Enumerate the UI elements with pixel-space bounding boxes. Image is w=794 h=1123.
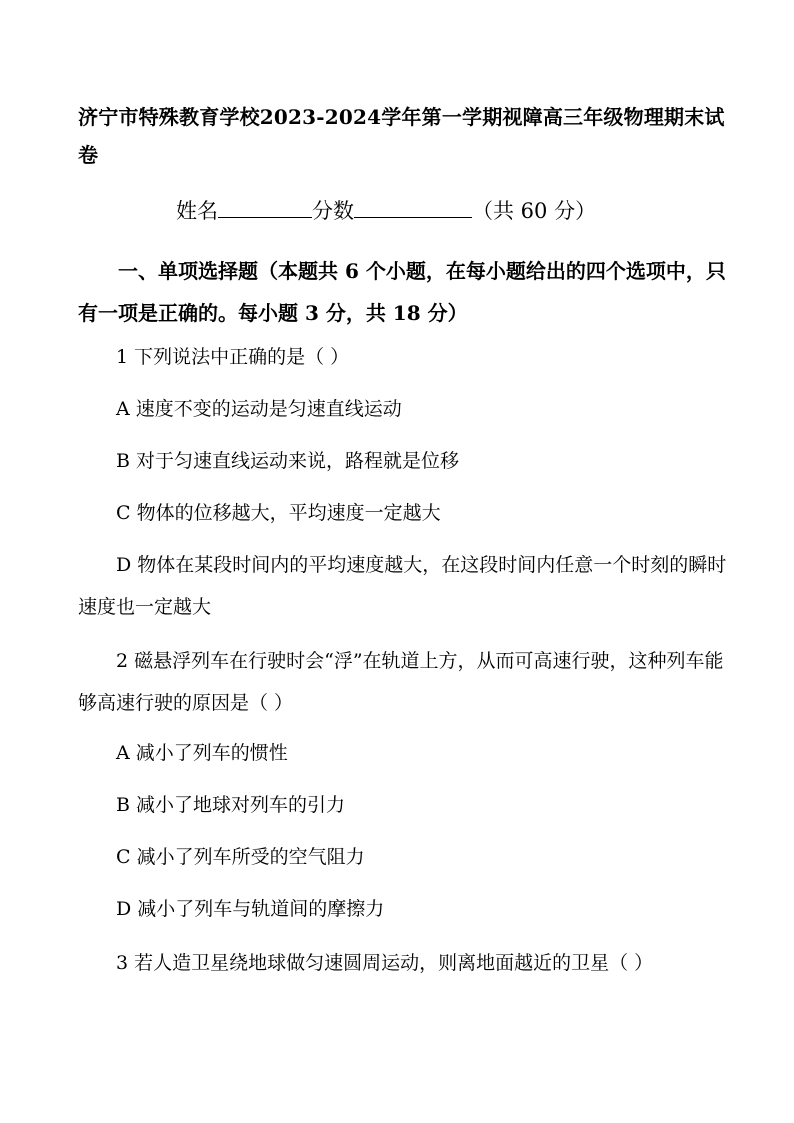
question-option: A 速度不变的运动是匀速直线运动 — [116, 398, 402, 420]
score-blank[interactable] — [354, 197, 472, 218]
question-option: A 减小了列车的惯性 — [116, 742, 288, 764]
question-option: D 减小了列车与轨道间的摩擦力 — [116, 898, 385, 920]
name-blank[interactable] — [218, 197, 312, 218]
question-option: D 物体在某段时间内的平均速度越大，在这段时间内任意一个时刻的瞬时速度也一定越大 — [78, 554, 727, 618]
question-stem: 3 若人造卫星绕地球做匀速圆周运动，则离地面越近的卫星（ ） — [116, 952, 654, 974]
total-score: （共 60 分） — [472, 199, 597, 223]
exam-title: 济宁市特殊教育学校2023-2024学年第一学期视障高三年级物理期末试卷 — [78, 105, 725, 167]
score-label: 分数 — [312, 199, 354, 223]
student-info-line — [176, 196, 596, 226]
question-stem: 1 下列说法中正确的是（ ） — [116, 346, 350, 368]
question-stem: 2 磁悬浮列车在行驶时会“浮”在轨道上方，从而可高速行驶，这种列车能够高速行驶的原因是（ ） — [78, 650, 724, 714]
name-label: 姓名 — [176, 199, 218, 223]
question-option: B 对于匀速直线运动来说，路程就是位移 — [116, 450, 460, 472]
question-option: C 减小了列车所受的空气阻力 — [116, 846, 365, 868]
question-option: C 物体的位移越大，平均速度一定越大 — [116, 502, 441, 524]
question-option: B 减小了地球对列车的引力 — [116, 794, 346, 816]
section-heading: 一、单项选择题（本题共 6 个小题，在每小题给出的四个选项中，只有一项是正确的。每小题 3 分，共 18 分） — [78, 259, 726, 325]
